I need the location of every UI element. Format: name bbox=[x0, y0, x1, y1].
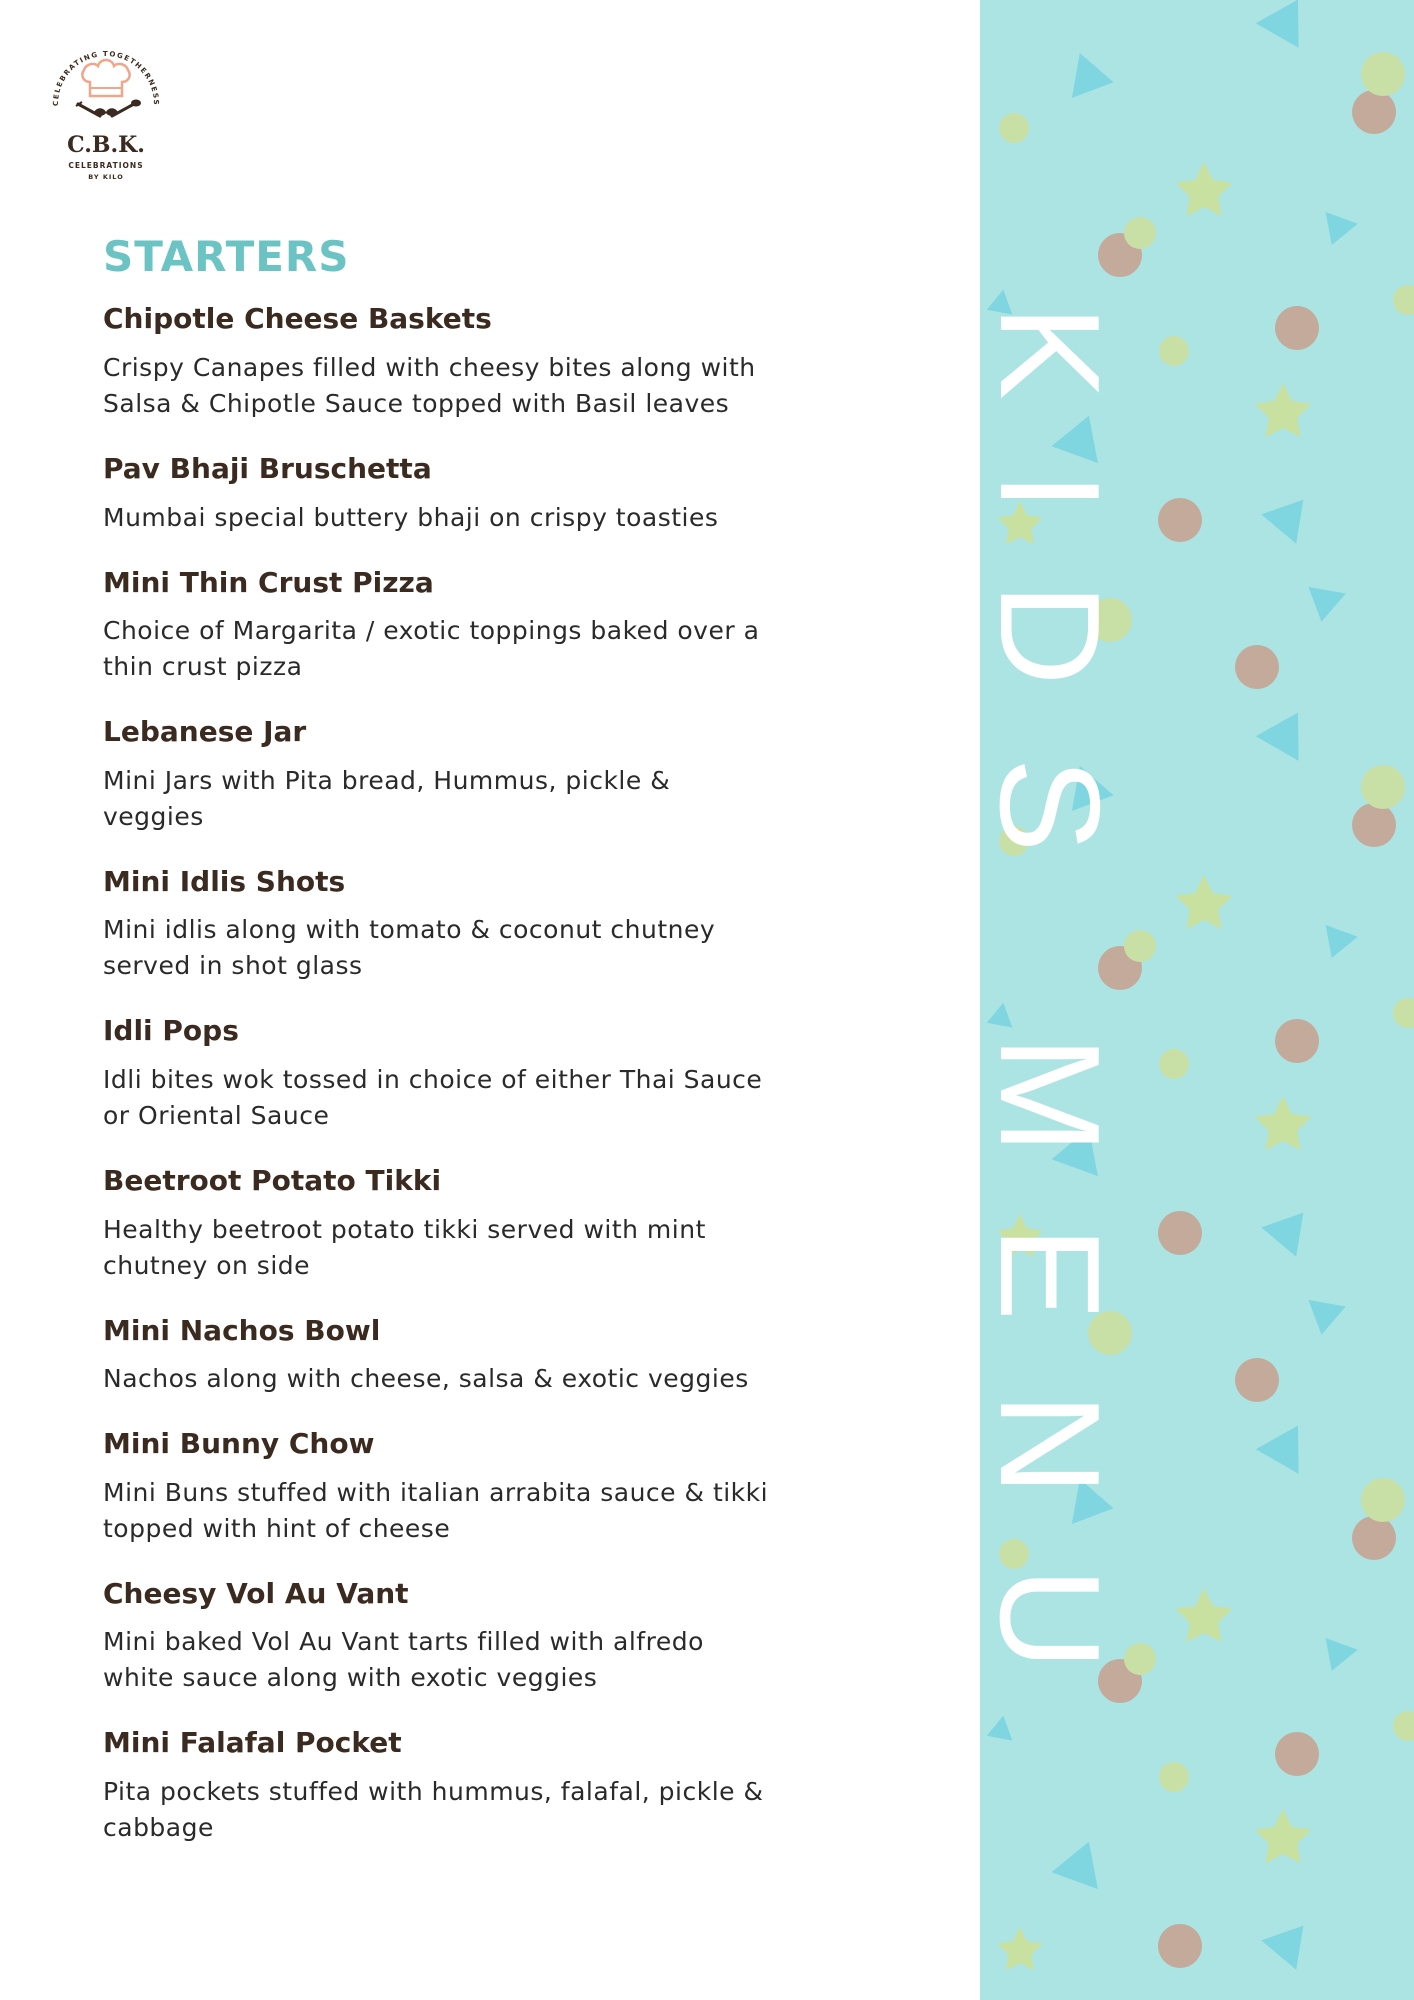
star-shape bbox=[997, 1927, 1043, 1970]
triangle-shape bbox=[1308, 587, 1345, 622]
logo-name: C.B.K. bbox=[67, 132, 145, 158]
triangle-shape bbox=[1326, 212, 1358, 245]
star-shape bbox=[1176, 162, 1233, 216]
menu-item-name: Pav Bhaji Bruschetta bbox=[103, 451, 432, 485]
circle-shape bbox=[1393, 998, 1414, 1028]
menu-item bbox=[103, 865, 803, 985]
triangle-shape bbox=[1326, 925, 1358, 958]
section-title: STARTERS bbox=[103, 232, 350, 281]
description-line: Mini idlis along with tomato & coconut chutney bbox=[103, 915, 716, 945]
triangle-shape bbox=[1326, 1638, 1358, 1671]
logo-tagline-1: CELEBRATIONS bbox=[68, 161, 144, 170]
description-line: served in shot glass bbox=[103, 951, 363, 981]
menu-item-description bbox=[103, 1774, 803, 1846]
star-shape bbox=[1255, 383, 1312, 437]
circle-shape bbox=[1361, 52, 1405, 96]
fork-spoon-mustache-icon bbox=[76, 100, 141, 117]
menu-item-name: Beetroot Potato Tikki bbox=[103, 1163, 442, 1197]
circle-shape bbox=[1352, 90, 1396, 134]
triangle-shape bbox=[1052, 1842, 1098, 1890]
circle-shape bbox=[1158, 498, 1202, 542]
circle-shape bbox=[999, 113, 1029, 143]
description-line: Crispy Canapes filled with cheesy bites along with bbox=[103, 352, 756, 382]
menu-item bbox=[103, 1577, 803, 1697]
triangle-shape bbox=[1261, 500, 1303, 544]
menu-item-name: Mini Bunny Chow bbox=[103, 1427, 375, 1461]
triangle-shape bbox=[1261, 1213, 1303, 1257]
menu-item-description bbox=[103, 613, 803, 685]
description-line: cabbage bbox=[103, 1812, 214, 1842]
description-line: Idli bites wok tossed in choice of either Thai Sauce bbox=[103, 1064, 763, 1094]
menu-item-description bbox=[103, 912, 803, 984]
menu-item-description bbox=[103, 1062, 803, 1134]
circle-shape bbox=[1275, 1019, 1319, 1063]
description-line: white sauce along with exotic veggies bbox=[103, 1663, 598, 1693]
menu-item-name: Chipotle Cheese Baskets bbox=[103, 302, 492, 336]
circle-shape bbox=[1124, 217, 1156, 249]
description-line: thin crust pizza bbox=[103, 652, 303, 682]
circle-shape bbox=[1361, 1478, 1405, 1522]
circle-shape bbox=[1393, 285, 1414, 315]
star-shape bbox=[1255, 1096, 1312, 1150]
triangle-shape bbox=[1256, 713, 1299, 761]
menu-item bbox=[103, 1014, 803, 1134]
triangle-shape bbox=[1308, 1300, 1345, 1335]
side-title: KIDS MENU bbox=[970, 305, 1129, 1700]
description-line: Pita pockets stuffed with hummus, falafal, pickle & bbox=[103, 1776, 764, 1806]
circle-shape bbox=[1275, 1732, 1319, 1776]
logo-arc-text: CELEBRATING TOGETHERNESS bbox=[51, 49, 161, 107]
circle-shape bbox=[1235, 645, 1279, 689]
description-line: Mini baked Vol Au Vant tarts filled with alfredo bbox=[103, 1627, 704, 1657]
description-line: Mumbai special buttery bhaji on crispy toasties bbox=[103, 502, 719, 532]
triangle-shape bbox=[1261, 1926, 1303, 1970]
circle-shape bbox=[1159, 1762, 1189, 1792]
menu-item-name: Cheesy Vol Au Vant bbox=[103, 1576, 409, 1610]
description-line: or Oriental Sauce bbox=[103, 1100, 330, 1130]
description-line: veggies bbox=[103, 801, 204, 831]
star-shape bbox=[1176, 875, 1233, 929]
circle-shape bbox=[1393, 1711, 1414, 1741]
logo-tagline-2: BY KILO bbox=[88, 173, 124, 181]
menu-item bbox=[103, 1726, 803, 1846]
triangle-shape bbox=[1256, 1426, 1299, 1474]
menu-item bbox=[103, 1314, 803, 1398]
menu-item-description bbox=[103, 1212, 803, 1284]
circle-shape bbox=[1235, 1358, 1279, 1402]
kids-menu-vertical-title bbox=[970, 305, 1129, 1705]
description-line: chutney on side bbox=[103, 1250, 311, 1280]
menu-item bbox=[103, 302, 803, 422]
circle-shape bbox=[1352, 803, 1396, 847]
circle-shape bbox=[1275, 306, 1319, 350]
description-line: Mini Buns stuffed with italian arrabita sauce & tikki bbox=[103, 1477, 769, 1507]
menu-content bbox=[103, 232, 803, 1876]
cbk-logo bbox=[44, 46, 168, 186]
menu-item-name: Mini Idlis Shots bbox=[103, 864, 346, 898]
menu-item-description bbox=[103, 350, 803, 422]
circle-shape bbox=[1159, 1049, 1189, 1079]
menu-item-name: Mini Nachos Bowl bbox=[103, 1313, 381, 1347]
triangle-shape bbox=[987, 1716, 1013, 1741]
description-line: Healthy beetroot potato tikki served with mint bbox=[103, 1214, 706, 1244]
menu-item-name: Idli Pops bbox=[103, 1014, 239, 1048]
menu-item bbox=[103, 566, 803, 686]
menu-item-description bbox=[103, 1475, 803, 1547]
description-line: Choice of Margarita / exotic toppings baked over a bbox=[103, 616, 760, 646]
triangle-shape bbox=[1072, 53, 1114, 98]
triangle-shape bbox=[1256, 0, 1299, 48]
menu-item-description bbox=[103, 1624, 803, 1696]
menu-item-name: Mini Falafal Pocket bbox=[103, 1726, 402, 1760]
menu-item-description bbox=[103, 1361, 803, 1397]
circle-shape bbox=[1352, 1516, 1396, 1560]
circle-shape bbox=[1361, 765, 1405, 809]
description-line: Mini Jars with Pita bread, Hummus, pickle & bbox=[103, 765, 671, 795]
star-shape bbox=[1255, 1809, 1312, 1863]
menu-items-list bbox=[103, 302, 803, 1846]
menu-item bbox=[103, 715, 803, 835]
menu-item bbox=[103, 1164, 803, 1284]
svg-text:CELEBRATING TOGETHERNESS bbox=[52, 50, 160, 106]
description-line: Nachos along with cheese, salsa & exotic veggies bbox=[103, 1364, 749, 1394]
circle-shape bbox=[1158, 1211, 1202, 1255]
description-line: topped with hint of cheese bbox=[103, 1513, 451, 1543]
description-line: Salsa & Chipotle Sauce topped with Basil leaves bbox=[103, 388, 730, 418]
circle-shape bbox=[1159, 336, 1189, 366]
chef-hat-icon bbox=[82, 60, 129, 96]
star-shape bbox=[1176, 1588, 1233, 1642]
menu-item-description bbox=[103, 763, 803, 835]
menu-item bbox=[103, 452, 803, 536]
menu-item-name: Mini Thin Crust Pizza bbox=[103, 565, 434, 599]
menu-item-name: Lebanese Jar bbox=[103, 715, 307, 749]
circle-shape bbox=[1158, 1924, 1202, 1968]
menu-item-description bbox=[103, 500, 803, 536]
menu-item bbox=[103, 1427, 803, 1547]
